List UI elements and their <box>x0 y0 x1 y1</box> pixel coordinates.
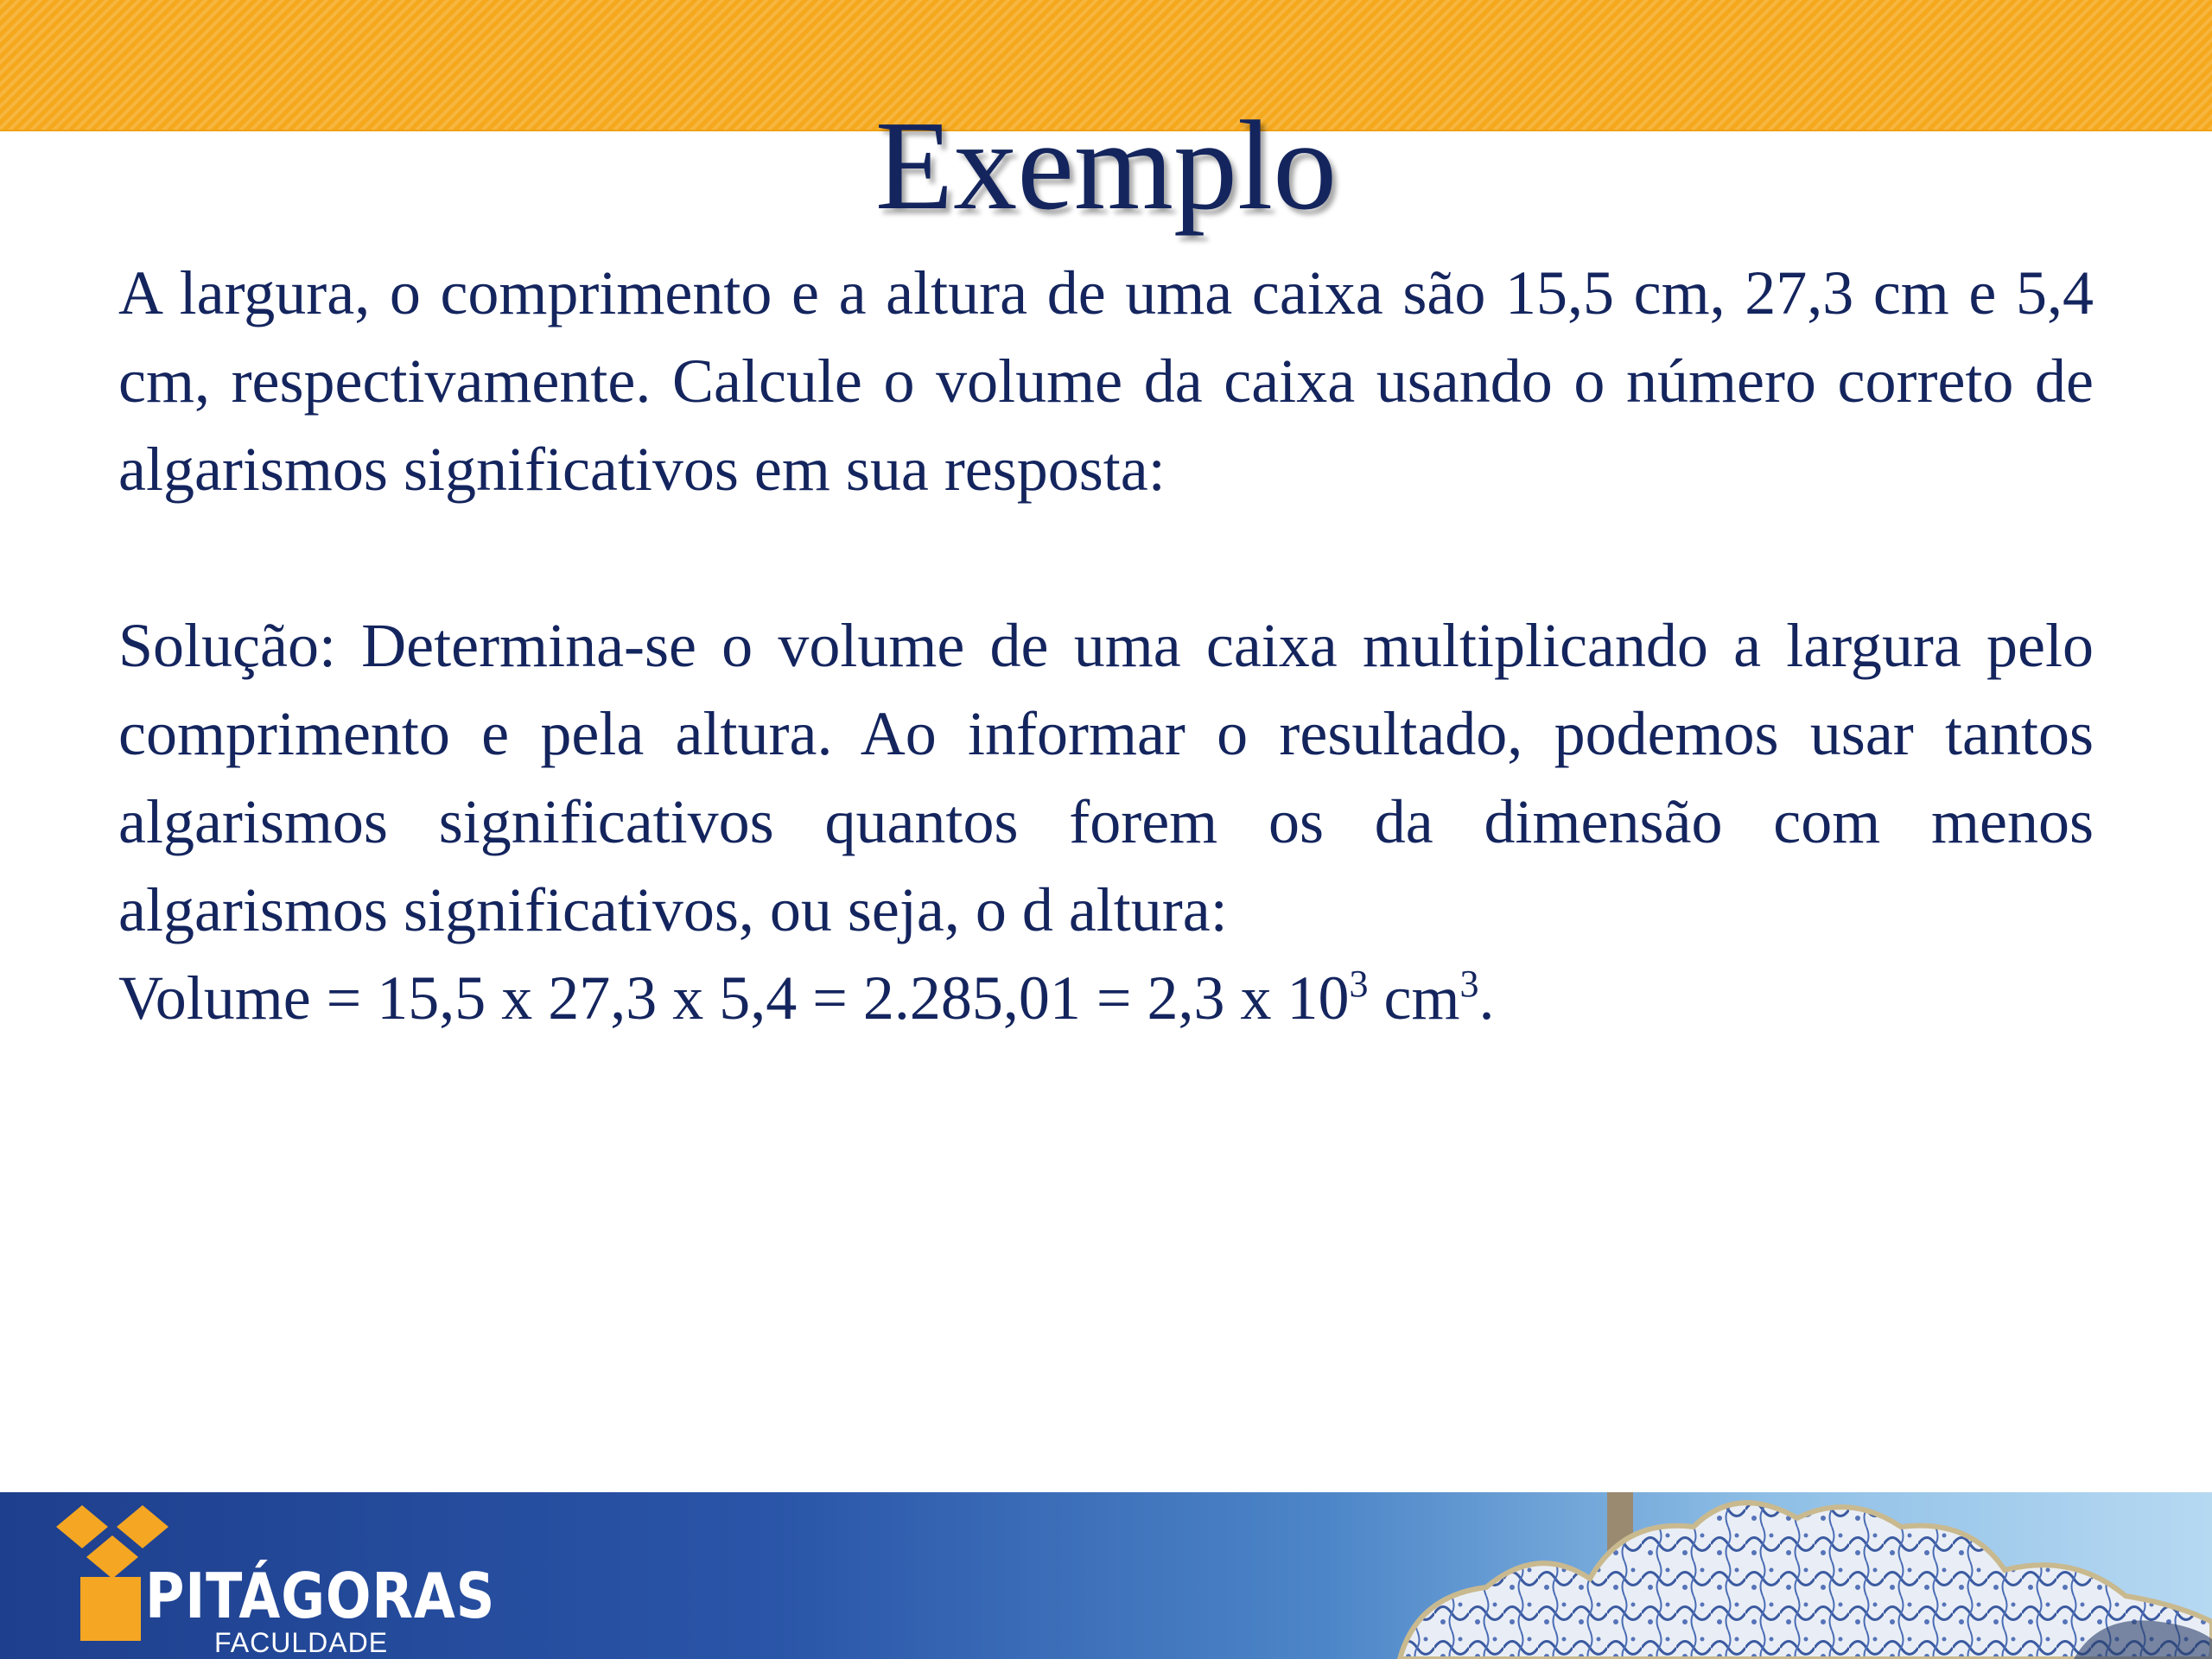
brand-subtitle: FACULDADE <box>214 1627 389 1658</box>
brand-logo <box>0 1492 536 1659</box>
formula-exponent-unit: 3 <box>1459 963 1479 1005</box>
slide-body <box>118 249 2094 1042</box>
formula-tail: . <box>1478 963 1495 1033</box>
formula-unit: cm <box>1368 963 1460 1033</box>
problem-statement: A largura, o comprimento e a altura de uma caixa são 15,5 cm, 27,3 cm e 5,4 cm, respectivamente. Calcule o volume da caixa usando o número correto de algarismos significativos em sua resposta: <box>118 258 2094 504</box>
slide-title: Exemplo <box>874 95 1338 237</box>
formula-exponent-power: 3 <box>1349 963 1369 1005</box>
paragraph-spacer <box>118 513 2094 601</box>
tiled-building-image <box>1365 1492 2212 1659</box>
brand-name: PITÁGORAS <box>145 1560 496 1632</box>
formula-lead: Volume = 15,5 x 27,3 x 5,4 = 2.285,01 = 2,3 x 10 <box>118 963 1350 1033</box>
footer-band <box>0 1492 2212 1659</box>
solution-text: Solução: Determina-se o volume de uma caixa multiplicando a largura pelo comprimento e pela altura. Ao informar o resultado, podemos usar tantos algarismos significativos quantos forem os da dimensão com menos algarismos significativos, ou seja, o d altura: <box>118 611 2094 944</box>
volume-formula <box>118 954 2094 1042</box>
